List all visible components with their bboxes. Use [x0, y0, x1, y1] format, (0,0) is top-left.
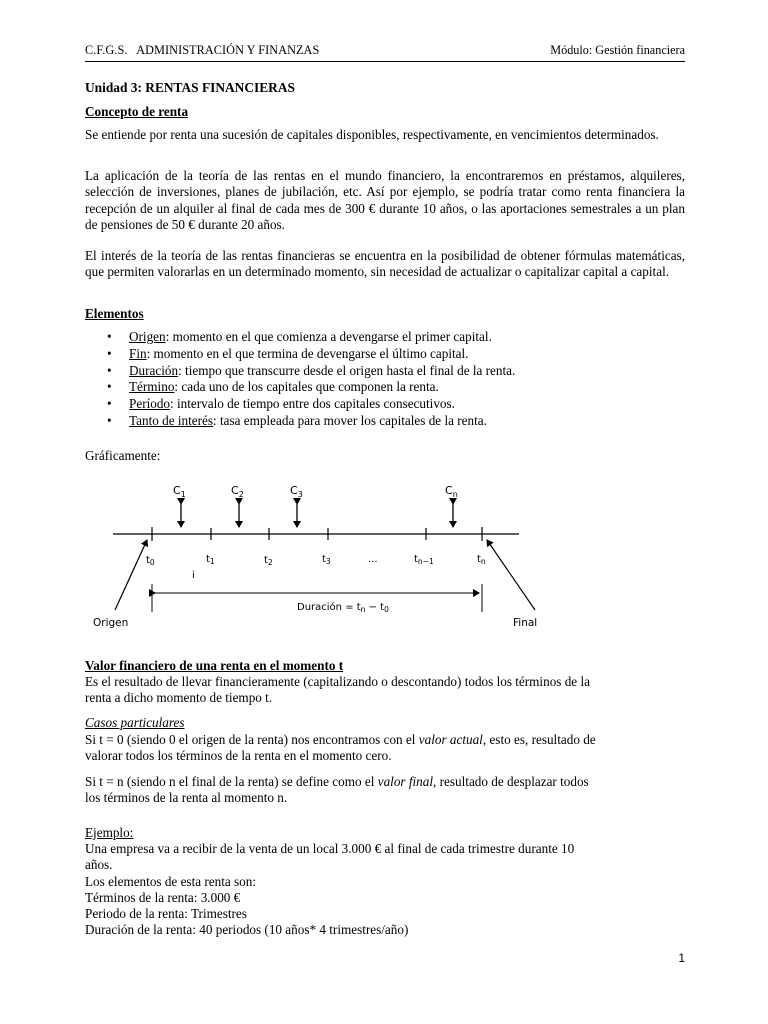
header-module: Módulo: Gestión financiera — [550, 43, 685, 57]
final-pointer-arrow — [487, 540, 535, 610]
ejemplo-line-2: años. — [85, 857, 113, 872]
list-item-term: Tanto de interés — [129, 412, 214, 428]
ejemplo-line-4: Términos de la renta: 3.000 € — [85, 890, 241, 905]
timeline-svg — [85, 476, 685, 636]
renta-timeline-diagram — [85, 476, 685, 636]
concepto-paragraph-3: El interés de la teoría de las rentas financieras se encuentra en la posibilidad de obtener fórmulas matemáticas, que permiten valorarlas en un determinado momento, sin necesidad de actualizar o capitalizar capital a capital. — [85, 248, 685, 280]
time-label-t2: $t_2$ — [264, 555, 273, 567]
time-label-tn-1: $t_{n-1}$ — [414, 554, 434, 566]
origin-label: Origen — [93, 617, 129, 629]
valor-line-1: Es el resultado de llevar financieramente (capitalizando o descontando) todos los términos de la — [85, 674, 590, 689]
casos-p2-text-a: Si t = n (siendo n el final de la renta) se define como el — [85, 774, 378, 789]
duration-label: Duración = $t_n - t_0$ — [297, 602, 389, 614]
concepto-paragraph-1: Se entiende por renta una sucesión de capitales disponibles, respectivamente, en vencimientos determinados. — [85, 127, 659, 142]
casos-p1-text-a: Si t = 0 (siendo 0 el origen de la renta) nos encontramos con el — [85, 732, 419, 747]
capital-label-c1 — [173, 484, 186, 499]
ejemplo-line-3: Los elementos de esta renta son: — [85, 874, 257, 889]
list-item — [107, 346, 667, 363]
concepto-paragraph-2: La aplicación de la teoría de las rentas en el mundo financiero, la encontraremos en préstamos, alquileres, selección de inversiones, planes de jubilación, etc. Así por ejemplo, se podría tratar como renta financiera la recepción de un alquiler al final de cada mes de 300 € durante 10 años, o las aportaciones semestrales a un plan de pensiones de 50 € durante 20 años. — [85, 168, 685, 233]
origin-pointer-arrow — [115, 540, 147, 610]
bullet-icon: • — [107, 362, 112, 378]
casos-paragraph-1-line-2: valorar todos los términos de la renta en el momento cero. — [85, 748, 392, 763]
time-label-t3: $t_3$ — [322, 554, 331, 566]
valor-heading: Valor financiero de una renta en el momento t — [85, 658, 344, 673]
list-item-term: Origen — [129, 329, 166, 344]
graficamente-label: Gráficamente: — [85, 448, 161, 463]
ejemplo-line-5: Periodo de la renta: Trimestres — [85, 906, 247, 921]
ejemplo-line-1: Una empresa va a recibir de la venta de un local 3.000 € al final de cada trimestre durante 10 — [85, 841, 575, 856]
page-header — [85, 40, 685, 62]
list-item-term: Duración — [129, 362, 179, 378]
list-item-desc: : momento en el que comienza a devengarse el primer capital. — [165, 329, 492, 344]
page-number: 1 — [678, 951, 685, 965]
list-item — [107, 329, 667, 346]
time-label-t0: $t_0$ — [146, 555, 155, 567]
list-item-desc: : intervalo de tiempo entre dos capitales consecutivos. — [170, 396, 455, 412]
elementos-list — [107, 329, 667, 430]
list-item — [107, 379, 667, 396]
casos-p1-text-b: , esto es, resultado de — [482, 732, 596, 747]
elementos-heading: Elementos — [85, 306, 144, 321]
ejemplo-line-6: Duración de la renta: 40 periodos (10 años* 4 trimestres/año) — [85, 922, 409, 937]
bullet-icon: • — [107, 412, 112, 428]
time-label-tn: $t_n$ — [477, 554, 486, 566]
bullet-icon: • — [107, 379, 112, 395]
casos-paragraph-1 — [85, 732, 685, 748]
list-item-term: Fin — [129, 345, 147, 361]
capital-c1-main: C — [173, 484, 181, 497]
bullet-icon: • — [107, 396, 112, 412]
bullet-icon: • — [107, 329, 112, 344]
valor-final-term: valor final — [377, 774, 434, 789]
capital-label-cn: $C_n$ — [445, 484, 458, 499]
unit-title: Unidad 3: RENTAS FINANCIERAS — [85, 80, 295, 95]
interest-label: i — [192, 570, 195, 581]
list-item-desc: : tiempo que transcurre desde el origen hasta el final de la renta. — [178, 362, 516, 378]
bullet-icon: • — [107, 345, 112, 361]
valor-actual-term: valor actual — [418, 732, 483, 747]
list-item-desc: : cada uno de los capitales que componen la renta. — [174, 379, 439, 395]
valor-line-2: renta a dicho momento de tiempo t. — [85, 690, 273, 705]
ejemplo-heading: Ejemplo: — [85, 825, 134, 840]
casos-paragraph-2-line-2: los términos de la renta al momento n. — [85, 790, 288, 805]
list-item — [107, 363, 667, 380]
list-item-term: Término — [129, 379, 175, 395]
concepto-heading: Concepto de renta — [85, 104, 189, 119]
final-label: Final — [513, 617, 538, 629]
list-item — [107, 396, 667, 413]
casos-heading: Casos particulares — [85, 715, 185, 730]
list-item — [107, 413, 667, 430]
capital-label-c3: $C_3$ — [290, 484, 303, 499]
casos-paragraph-2 — [85, 774, 685, 790]
header-course: C.F.G.S. ADMINISTRACIÓN Y FINANZAS — [85, 43, 320, 57]
list-item-desc: : momento en el que termina de devengarse el último capital. — [146, 345, 469, 361]
time-label-t1: $t_1$ — [206, 554, 215, 566]
capital-label-c2: $C_2$ — [231, 484, 244, 499]
capital-c1-sub: 1 — [180, 490, 186, 499]
list-item-term: Período — [129, 396, 171, 412]
document-page — [85, 0, 685, 1024]
casos-p2-text-b: , resultado de desplazar todos — [433, 774, 589, 789]
list-item-desc: : tasa empleada para mover los capitales de la renta. — [213, 412, 487, 428]
time-label-ellipsis: ... — [368, 554, 378, 565]
